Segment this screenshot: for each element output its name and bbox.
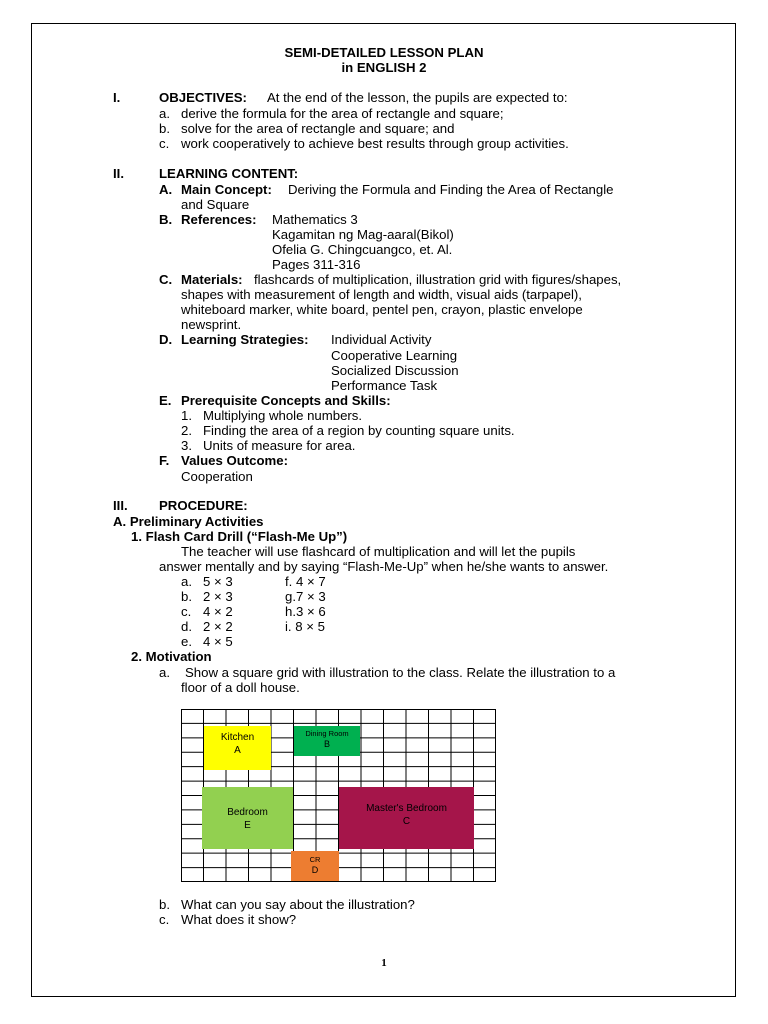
drill-letter: e. (181, 634, 192, 649)
objective-item: solve for the area of rectangle and square; and (181, 121, 455, 136)
materials-line: whiteboard marker, white board, pentel pen, crayon, plastic envelope (181, 302, 583, 317)
drill-item: 2 × 2 (203, 619, 233, 634)
objectives-label: OBJECTIVES: (159, 90, 247, 105)
values-text: Cooperation (181, 469, 253, 484)
reference-line: Kagamitan ng Mag-aaral(Bikol) (272, 227, 454, 242)
objective-letter: b. (159, 121, 170, 136)
drill-letter: b. (181, 589, 192, 604)
content-label: LEARNING CONTENT: (159, 166, 299, 181)
main-concept-letter: A. (159, 182, 173, 197)
reference-line: Mathematics 3 (272, 212, 358, 227)
motivation-letter: a. (159, 665, 170, 680)
page-number: 1 (381, 957, 387, 969)
doll-house-grid (181, 709, 496, 882)
reference-line: Ofelia G. Chingcuangco, et. Al. (272, 242, 453, 257)
drill-text-2: answer mentally and by saying “Flash-Me-Up” when he/she wants to answer. (159, 559, 609, 574)
references-letter: B. (159, 212, 173, 227)
bedroom-room (202, 787, 293, 849)
cr-label: CR (309, 855, 321, 864)
main-concept-text: Deriving the Formula and Finding the Area of Rectangle (288, 182, 614, 197)
drill-text-1: The teacher will use flashcard of multiplication and will let the pupils (181, 544, 576, 559)
master-bedroom-letter: C (402, 816, 411, 827)
drill-item-right: f. 4 × 7 (285, 574, 326, 589)
preliminary-activities: A. Preliminary Activities (113, 514, 264, 529)
bedroom-label: Bedroom (227, 807, 268, 818)
master-bedroom-room (339, 787, 474, 849)
objective-letter: c. (159, 136, 170, 151)
references-label: References: (181, 212, 257, 227)
main-concept-text-2: and Square (181, 197, 250, 212)
question-b-text: What can you say about the illustration? (181, 897, 415, 912)
strategy-line: Performance Task (331, 378, 438, 393)
bedroom-letter: E (244, 820, 251, 831)
objectives-number: I. (113, 90, 121, 105)
dining-room (294, 726, 360, 756)
objectives-intro: At the end of the lesson, the pupils are expected to: (267, 90, 568, 105)
prerequisite-item: Units of measure for area. (203, 438, 356, 453)
drill-item-right: h.3 × 6 (285, 604, 326, 619)
materials-letter: C. (159, 272, 173, 287)
drill-item-right: i. 8 × 5 (285, 619, 325, 634)
kitchen-letter: A (234, 745, 241, 756)
question-c-letter: c. (159, 912, 170, 927)
drill-letter: c. (181, 604, 192, 619)
drill-item: 4 × 5 (203, 634, 233, 649)
kitchen-room (204, 726, 271, 770)
prerequisite-label: Prerequisite Concepts and Skills: (181, 393, 391, 408)
content-number: II. (113, 166, 124, 181)
objective-letter: a. (159, 106, 170, 121)
strategies-label: Learning Strategies: (181, 332, 309, 347)
question-b-letter: b. (159, 897, 170, 912)
materials-line: newsprint. (181, 317, 242, 332)
prerequisite-number: 2. (181, 423, 192, 438)
materials-label: Materials: (181, 272, 243, 287)
prerequisite-item: Finding the area of a region by counting square units. (203, 423, 515, 438)
drill-item: 4 × 2 (203, 604, 233, 619)
prerequisite-letter: E. (159, 393, 172, 408)
strategy-line: Socialized Discussion (331, 363, 459, 378)
reference-line: Pages 311-316 (272, 257, 361, 272)
question-c-text: What does it show? (181, 912, 297, 927)
master-bedroom-label: Master's Bedroom (366, 803, 447, 814)
title-line-2: in ENGLISH 2 (341, 60, 427, 75)
dining-letter: B (323, 739, 330, 749)
strategy-line: Individual Activity (331, 332, 432, 347)
prerequisite-number: 3. (181, 438, 192, 453)
values-label: Values Outcome: (181, 453, 288, 468)
objective-item: work cooperatively to achieve best results through group activities. (181, 136, 569, 151)
cr-letter: D (311, 865, 319, 875)
values-letter: F. (159, 453, 170, 468)
prerequisite-number: 1. (181, 408, 192, 423)
main-concept-label: Main Concept: (181, 182, 272, 197)
objective-item: derive the formula for the area of rectangle and square; (181, 106, 504, 121)
motivation-text-2: floor of a doll house. (181, 680, 300, 695)
title-line-1: SEMI-DETAILED LESSON PLAN (284, 45, 484, 60)
materials-line: flashcards of multiplication, illustration grid with figures/shapes, (254, 272, 622, 287)
flash-card-drill-label: 1. Flash Card Drill (“Flash-Me Up”) (131, 529, 348, 544)
motivation-label: 2. Motivation (131, 649, 212, 664)
drill-item: 2 × 3 (203, 589, 233, 604)
drill-letter: a. (181, 574, 192, 589)
procedure-label: PROCEDURE: (159, 498, 248, 513)
cr-room (291, 851, 339, 881)
drill-item-right: g.7 × 3 (285, 589, 326, 604)
drill-letter: d. (181, 619, 192, 634)
drill-item: 5 × 3 (203, 574, 233, 589)
materials-line: shapes with measurement of length and width, visual aids (tarpapel), (181, 287, 582, 302)
prerequisite-item: Multiplying whole numbers. (203, 408, 363, 423)
procedure-number: III. (113, 498, 128, 513)
motivation-text-1: Show a square grid with illustration to the class. Relate the illustration to a (185, 665, 616, 680)
dining-label: Dining Room (305, 729, 349, 738)
kitchen-label: Kitchen (220, 732, 255, 743)
strategy-line: Cooperative Learning (331, 348, 458, 363)
strategies-letter: D. (159, 332, 173, 347)
